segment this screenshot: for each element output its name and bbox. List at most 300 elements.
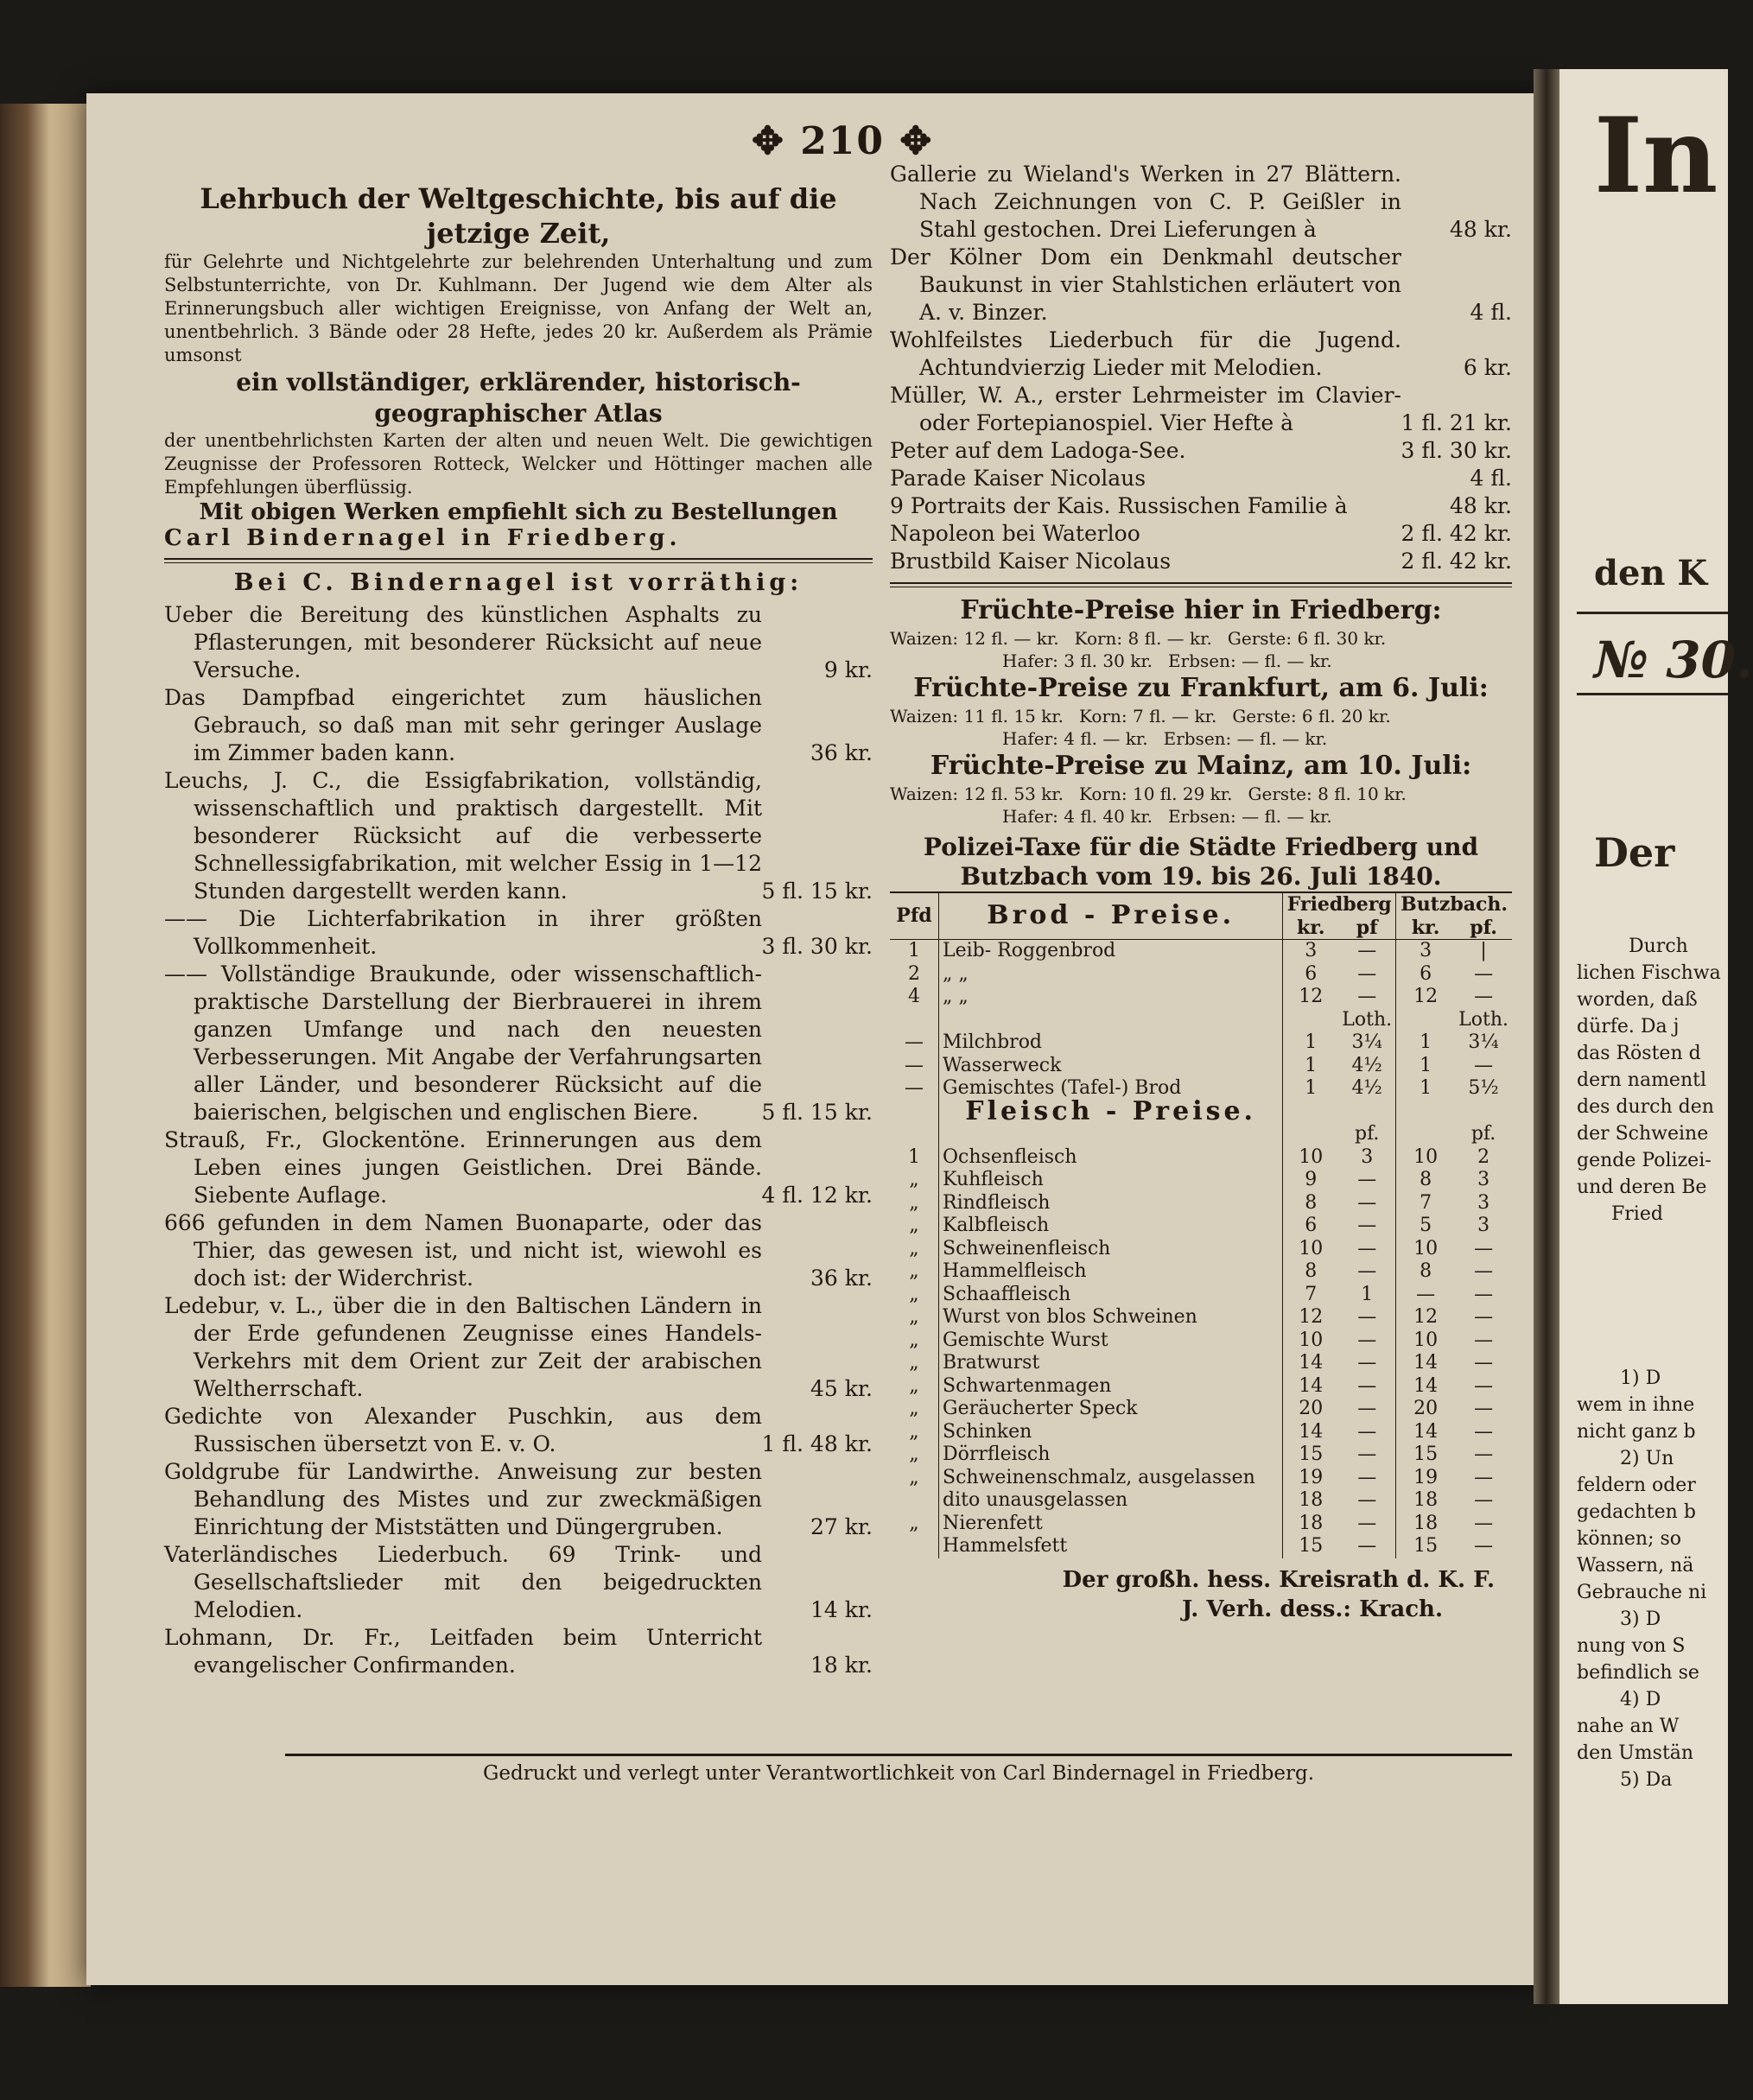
list-item [164,767,873,905]
list-item [890,327,1512,382]
book-page-edges [0,104,91,1987]
table-row [890,1260,1512,1284]
text-line: befindlich se [1577,1662,1699,1684]
entry-text: —— Vollständige Braukunde, oder wissenschaftlich-praktische Darstellung der Bierbrauerei in ihrem ganzen Umfange und nach den neuesten Verbesserungen. Mit Angabe der Verfahrungsarten aller Länder, und besonderer Rücksicht auf die baierischen, belgischen und englischen Biere. [164,961,762,1125]
entry-text: Napoleon bei Waterloo [890,521,1140,546]
entry-price: 45 kr. [810,1376,873,1401]
item-name-cell: Geräucherter Speck [939,1398,1283,1421]
table-row [890,1513,1512,1536]
table-row [890,1352,1512,1375]
entry-text: Parade Kaiser Nicolaus [890,466,1146,491]
list-item [164,1209,873,1292]
friedberg-pf-cell: — [1338,1398,1395,1421]
friedberg-kr-cell: 1 [1305,1054,1318,1076]
entry-text: Leuchs, J. C., die Essigfabrikation, vollständig, wissenschaftlich und praktisch dargestellt. Mit besonderer Rücksicht auf die verbesserte Schnellessigfabrikation, mit welcher Essig in 1—12 Stunden dargestellt werden kann. [164,768,762,904]
item-name-cell: Schweinenschmalz, ausgelassen [939,1467,1283,1490]
entry-price: 48 kr. [1449,493,1512,518]
qty-cell: — [890,1055,939,1078]
item-name-cell: Ochsenfleisch [939,1146,1283,1170]
friedberg-kr-cell: 6 [1305,1215,1318,1236]
table-row [890,1443,1512,1467]
friedberg-kr-cell: 6 [1305,962,1318,985]
col-pf: pf. [1470,916,1497,939]
qty-cell: — [890,1031,939,1055]
friedberg-kr-cell: 18 [1299,1489,1324,1511]
grain-price-title: Früchte-Preise zu Mainz, am 10. Juli: [930,751,1472,781]
page-number [752,119,933,163]
text-line: feldern oder [1577,1475,1696,1496]
text-line: wem in ihne [1577,1394,1695,1416]
table-row [890,1535,1512,1558]
qty-cell: „ [890,1169,939,1192]
item-name-cell: Leib- Roggenbrod [939,940,1283,963]
unit-label: pf. [1338,1123,1395,1146]
entry-price: 48 kr. [1449,217,1512,242]
friedberg-pf-cell: — [1338,1306,1395,1329]
butzbach-kr-cell: — [1416,1283,1436,1305]
friedberg-kr-cell: 12 [1299,1306,1324,1328]
butzbach-kr-cell: 7 [1420,1191,1432,1214]
butzbach-pf-cell: — [1474,1260,1494,1282]
item-name-cell: „ „ [939,963,1283,987]
butzbach-kr-cell: 10 [1413,1329,1439,1351]
list-item [890,520,1512,548]
footer-rule [285,1754,1512,1756]
price-item: Hafer: 3 fl. 30 kr. [1002,650,1153,671]
friedberg-pf-cell: 3¼ [1338,1031,1395,1055]
loth-unit-row [890,1009,1512,1032]
page-number-value: 210 [800,119,886,163]
order-line: Mit obigen Werken empfiehlt sich zu Bestellungen [199,499,838,525]
friedberg-pf-cell: 4½ [1338,1055,1395,1078]
butzbach-kr-cell: 3 [1396,940,1456,963]
entry-text: —— Die Lichterfabrikation in ihrer größten Vollkommenheit. [164,906,762,959]
price-item: Erbsen: — fl. — kr. [1168,806,1332,827]
publisher-name: Carl Bindernagel in Friedberg. [164,525,682,551]
entry-text: Peter auf dem Ladoga-See. [890,438,1186,463]
item-name-cell: Schinken [939,1421,1283,1444]
rule [1577,612,1728,614]
fleisch-heading: Fleisch - Preise. [939,1101,1283,1124]
table-row [890,1467,1512,1490]
lehrbuch-description: für Gelehrte und Nichtgelehrte zur belehrenden Unterhaltung und zum Selbstunterrichte, von Dr. Kuhlmann. Der Jugend wie dem Alter als Erinnerungsbuch aller wichtigen Ereignisse, von Anfang der Welt an, unentbehrlich. 3 Bände oder 28 Hefte, jedes 20 kr. Außerdem als Prämie umsonst [164,251,873,365]
friedberg-pf-cell: — [1338,1329,1395,1353]
entry-text: Das Dampfbad eingerichtet zum häuslichen Gebrauch, so daß man mit sehr geringer Auslage im Zimmer baden kann. [164,685,762,765]
friedberg-pf-cell: 3 [1338,1146,1395,1170]
qty-cell: „ [890,1284,939,1307]
text-line: 3) D [1620,1608,1661,1630]
item-name-cell: Gemischtes (Tafel-) Brod [939,1077,1283,1101]
friedberg-pf-cell: — [1338,1467,1395,1490]
text-line: gende Polizei- [1577,1150,1712,1171]
table-row [890,1031,1512,1055]
price-item: Gerste: 8 fl. 10 kr. [1248,784,1407,804]
butzbach-kr-cell: 18 [1413,1489,1439,1511]
price-item: Waizen: 12 fl. 53 kr. [890,784,1064,804]
entry-text: Wohlfeilstes Liederbuch für die Jugend. Achtundvierzig Lieder mit Melodien. [890,327,1401,380]
table-row [890,1146,1512,1170]
friedberg-pf-cell: — [1338,1215,1395,1238]
butzbach-kr-cell: 1 [1420,1054,1432,1076]
text-line: der Schweine [1577,1123,1709,1145]
friedberg-kr-cell: 18 [1299,1512,1324,1534]
col-kr: kr. [1411,916,1440,939]
friedberg-pf-cell: — [1338,1535,1395,1558]
item-name-cell: Kuhfleisch [939,1169,1283,1192]
friedberg-kr-cell: 14 [1299,1352,1324,1374]
qty-cell: „ [890,1513,939,1536]
friedberg-kr-cell: 10 [1299,1237,1324,1259]
friedberg-pf-cell: 1 [1338,1284,1395,1307]
lehrbuch-title: Lehrbuch der Weltgeschichte, bis auf die jetzige Zeit, [200,182,837,250]
list-item [164,684,873,767]
butzbach-kr-cell: 19 [1413,1466,1439,1488]
butzbach-pf-cell: 3 [1477,1191,1490,1214]
entry-price: 1 fl. 48 kr. [761,1431,873,1456]
masthead-initial: In [1594,95,1718,217]
entry-text: Ledebur, v. L., über die in den Baltischen Ländern in der Erde gefundenen Zeugnisse eines Handels-Verkehrs mit dem Orient zur Zeit der arabischen Weltherrschaft. [164,1293,762,1401]
text-line: 5) Da [1620,1769,1673,1791]
list-item [164,1126,873,1209]
text-line: Fried [1611,1203,1663,1225]
friedberg-kr-cell: 10 [1299,1329,1324,1351]
list-item [890,437,1512,465]
col-pfd: Pfd [890,892,939,940]
friedberg-kr-cell: 14 [1299,1374,1324,1397]
entry-price: 14 kr. [810,1597,873,1622]
text-line: nung von S [1577,1635,1686,1657]
rule [1577,693,1728,695]
ornament-right-icon: ✥ [885,119,934,163]
left-column [164,181,873,1679]
list-item [890,244,1512,327]
brod-heading: Brod - Preise. [939,892,1283,940]
table-row [890,1192,1512,1215]
butzbach-kr-cell: 6 [1420,962,1432,985]
col-kr: kr. [1297,916,1325,939]
table-row [890,1375,1512,1399]
price-item: Waizen: 12 fl. — kr. [890,628,1059,649]
butzbach-header: Butzbach. [1396,892,1512,917]
item-name-cell: Wasserweck [939,1055,1283,1078]
friedberg-kr-cell: 19 [1299,1466,1324,1488]
entry-price: 2 fl. 42 kr. [1400,549,1512,574]
text-line: dern namentl [1577,1069,1706,1091]
friedberg-kr-cell: 20 [1299,1398,1324,1419]
butzbach-kr-cell: 14 [1413,1374,1439,1397]
grain-price-line [890,627,1512,650]
list-item [890,161,1512,244]
butzbach-kr-cell: 10 [1413,1237,1439,1259]
friedberg-pf-cell: — [1338,1260,1395,1284]
entry-price: 27 kr. [810,1514,873,1539]
item-name-cell: Schaaffleisch [939,1284,1283,1307]
entry-text: Vaterländisches Liederbuch. 69 Trink- und Gesellschaftslieder mit den beigedruckten Melodien. [164,1542,762,1622]
signature-kreisrath: Der großh. hess. Kreisrath d. K. F. [1062,1566,1495,1593]
qty-cell: 1 [890,1146,939,1170]
butzbach-pf-cell: — [1474,1374,1494,1397]
item-name-cell: Kalbfleisch [939,1215,1283,1238]
item-name-cell: Milchbrod [939,1031,1283,1055]
text-line: worden, daß [1577,989,1698,1011]
table-header-row [890,892,1512,917]
table-row [890,1055,1512,1078]
butzbach-pf-cell: — [1474,1352,1494,1374]
page-211-partial [1559,69,1753,2004]
masthead-fragment: den K [1594,553,1708,593]
entry-price: 18 kr. [810,1653,873,1678]
list-item [164,1458,873,1541]
friedberg-pf-cell: — [1338,1513,1395,1536]
price-item: Gerste: 6 fl. 30 kr. [1227,628,1387,649]
entry-text: Goldgrube für Landwirthe. Anweisung zur besten Behandlung des Mistes und zur zweckmäßigen Einrichtung der Miststätten und Düngergruben. [164,1459,762,1539]
entry-text: 666 gefunden in dem Namen Buonaparte, oder das Thier, das gewesen ist, und nicht ist, wiewohl es doch ist: der Widerchrist. [164,1210,762,1291]
butzbach-kr-cell: 1 [1420,1077,1432,1099]
table-row [890,1306,1512,1329]
butzbach-kr-cell: 1 [1420,1031,1432,1053]
qty-cell: „ [890,1421,939,1444]
entry-price: 3 fl. 30 kr. [1400,438,1512,463]
qty-cell: „ [890,1260,939,1284]
price-item: Hafer: 4 fl. 40 kr. [1002,806,1153,827]
list-item [164,905,873,961]
text-line: 1) D [1620,1367,1661,1389]
next-page-text-1 [1577,933,1721,1228]
entry-text: Der Kölner Dom ein Denkmahl deutscher Baukunst in vier Stahlstichen erläutert von A. v. Binzer. [890,244,1401,325]
butzbach-pf-cell: — [1474,1443,1494,1465]
text-line: 4) D [1620,1689,1661,1710]
entry-price: 3 fl. 30 kr. [761,934,873,959]
butzbach-pf-cell: — [1474,1535,1494,1557]
butzbach-pf-cell: — [1474,1306,1494,1328]
list-item [890,382,1512,437]
entry-text: Lohmann, Dr. Fr., Leitfaden beim Unterricht evangelischer Confirmanden. [164,1625,762,1678]
qty-cell: „ [890,1443,939,1467]
friedberg-kr-cell: 7 [1305,1283,1318,1305]
entry-text: Ueber die Bereitung des künstlichen Asphalts zu Pflasterungen, mit besonderer Rücksicht auf neue Versuche. [164,602,762,682]
ornament-left-icon: ✥ [752,119,801,163]
butzbach-pf-cell: 2 [1477,1145,1490,1168]
entry-price: 9 kr. [823,657,873,682]
entry-price: 36 kr. [810,1266,873,1291]
butzbach-pf-cell: — [1474,1420,1494,1443]
text-line: lichen Fischwa [1577,962,1721,984]
item-name-cell: „ „ [939,986,1283,1009]
qty-cell: „ [890,1192,939,1215]
butzbach-pf-cell: 3 [1477,1215,1490,1236]
grain-price-title: Früchte-Preise zu Frankfurt, am 6. Juli: [913,673,1489,703]
atlas-description: der unentbehrlichsten Karten der alten und neuen Welt. Die gewichtigen Zeugnisse der Professoren Rotteck, Welcker und Höttinger machen alle Empfehlungen überflüssig. [164,430,873,498]
butzbach-kr-cell: 18 [1413,1512,1439,1534]
butzbach-pf-cell: — [1474,1466,1494,1488]
table-row [890,940,1512,963]
book-gutter [1534,69,1559,2004]
butzbach-kr-cell: 12 [1413,1306,1439,1328]
butzbach-kr-cell: 15 [1413,1443,1439,1465]
entry-price: 36 kr. [810,740,873,765]
price-item: Hafer: 4 fl. — kr. [1002,728,1148,749]
text-line: gedachten b [1577,1501,1696,1523]
item-name-cell: Schweinenfleisch [939,1238,1283,1261]
text-line: nahe an W [1577,1716,1680,1737]
qty-cell: 4 [890,986,939,1009]
friedberg-pf-cell: — [1338,1352,1395,1375]
item-name-cell: Wurst von blos Schweinen [939,1306,1283,1329]
price-item: Korn: 8 fl. — kr. [1074,628,1212,649]
entry-price: 4 fl. [1470,300,1512,325]
right-column [890,161,1512,1624]
stock-heading: Bei C. Bindernagel ist vorräthig: [233,569,803,596]
friedberg-pf-cell: — [1338,986,1395,1009]
butzbach-pf-cell: 5½ [1468,1077,1499,1099]
friedberg-pf-cell: — [1338,1238,1395,1261]
double-rule [164,558,873,563]
price-item: Erbsen: — fl. — kr. [1168,650,1332,671]
butzbach-pf-cell: | [1455,940,1512,963]
item-name-cell: Hammelsfett [939,1535,1283,1558]
imprint-footer: Gedruckt und verlegt unter Verantwortlichkeit von Carl Bindernagel in Friedberg. [482,1762,1315,1785]
price-item: Erbsen: — fl. — kr. [1163,728,1328,749]
butzbach-pf-cell: — [1474,1489,1494,1511]
entry-text: Gallerie zu Wieland's Werken in 27 Blättern. Nach Zeichnungen von C. P. Geißler in Stahl gestochen. Drei Lieferungen à [890,162,1401,242]
friedberg-kr-cell: 14 [1299,1420,1324,1443]
friedberg-pf-cell: — [1338,1169,1395,1192]
unit-label: Loth. [1458,1008,1508,1031]
list-item [164,961,873,1126]
butzbach-kr-cell: 15 [1413,1535,1439,1557]
entry-text: Brustbild Kaiser Nicolaus [890,549,1172,574]
entry-price: 5 fl. 15 kr. [761,1100,873,1125]
polizei-taxe-title: Polizei-Taxe für die Städte Friedberg und Butzbach vom 19. bis 26. Juli 1840. [923,833,1479,891]
text-line: Gebrauche ni [1577,1582,1707,1603]
atlas-title: ein vollständiger, erklärender, historisch-geographischer Atlas [236,368,801,428]
butzbach-pf-cell: — [1474,986,1494,1007]
price-item: Korn: 10 fl. 29 kr. [1079,784,1233,804]
qty-cell: „ [890,1306,939,1329]
entry-text: Müller, W. A., erster Lehrmeister im Clavier- oder Fortepianospiel. Vier Hefte à [890,383,1401,435]
table-row [890,1215,1512,1238]
qty-cell: — [890,1077,939,1101]
item-name-cell: Bratwurst [939,1352,1283,1375]
text-line: dürfe. Da j [1577,1016,1680,1037]
friedberg-kr-cell: 9 [1305,1169,1318,1190]
list-item [164,1541,873,1624]
butzbach-kr-cell: 8 [1420,1260,1432,1282]
qty-cell: „ [890,1215,939,1238]
list-item [164,1292,873,1403]
text-line: nicht ganz b [1577,1421,1696,1443]
butzbach-kr-cell: 5 [1420,1215,1432,1236]
butzbach-pf-cell: — [1474,1512,1494,1534]
price-item: Gerste: 6 fl. 20 kr. [1232,706,1391,726]
entry-price: 2 fl. 42 kr. [1400,521,1512,546]
item-name-cell: Rindfleisch [939,1192,1283,1215]
signature-krach: J. Verh. dess.: Krach. [1181,1596,1443,1622]
grain-price-line [890,705,1512,727]
list-item [890,465,1512,492]
issue-number: № 30. [1594,631,1753,689]
table-row [890,1421,1512,1444]
friedberg-kr-cell: 15 [1299,1443,1324,1465]
qty-cell [890,1535,939,1558]
qty-cell: „ [890,1329,939,1353]
friedberg-header: Friedberg [1283,892,1396,917]
qty-cell [890,1489,939,1513]
text-line: Wassern, nä [1577,1555,1694,1577]
item-name-cell: Dörrfleisch [939,1443,1283,1467]
fleisch-heading-row [890,1101,1512,1124]
col-pf: pf [1338,917,1395,940]
friedberg-kr-cell: 12 [1299,986,1324,1007]
qty-cell: 1 [890,940,939,963]
list-item [890,548,1512,575]
grain-price-line [890,727,1512,750]
item-name-cell: Hammelfleisch [939,1260,1283,1284]
butzbach-pf-cell: — [1474,1054,1494,1076]
text-line: den Umstän [1577,1742,1694,1764]
item-name-cell: dito unausgelassen [939,1489,1283,1513]
friedberg-pf-cell: — [1338,1421,1395,1444]
butzbach-pf-cell: 3 [1477,1169,1490,1190]
price-table [890,891,1512,1558]
section-heading: Der [1594,829,1675,876]
friedberg-kr-cell: 1 [1305,1077,1318,1099]
butzbach-pf-cell: — [1474,1237,1494,1259]
list-item [164,1624,873,1679]
table-row [890,963,1512,987]
text-line: und deren Be [1577,1177,1707,1198]
friedberg-pf-cell: — [1338,1375,1395,1399]
qty-cell: 2 [890,963,939,987]
qty-cell: „ [890,1467,939,1490]
text-line: können; so [1577,1528,1682,1550]
butzbach-kr-cell: 12 [1413,986,1439,1007]
butzbach-pf-cell: — [1474,1398,1494,1419]
friedberg-pf-cell: — [1338,940,1395,963]
butzbach-pf-cell: — [1474,1329,1494,1351]
unit-label: Loth. [1338,1009,1395,1032]
butzbach-pf-cell: 3¼ [1468,1031,1499,1053]
entry-text: Gedichte von Alexander Puschkin, aus dem Russischen übersetzt von E. v. O. [164,1404,762,1456]
qty-cell: „ [890,1398,939,1421]
item-name-cell: Schwartenmagen [939,1375,1283,1399]
unit-label: pf. [1470,1123,1496,1145]
friedberg-kr-cell: 1 [1305,1031,1318,1053]
entry-price: 6 kr. [1463,355,1512,380]
friedberg-kr-cell: 15 [1299,1535,1324,1557]
friedberg-kr-cell: 10 [1299,1145,1324,1168]
price-item: Waizen: 11 fl. 15 kr. [890,706,1064,726]
butzbach-kr-cell: 20 [1413,1398,1439,1419]
grain-price-title: Früchte-Preise hier in Friedberg: [960,595,1442,625]
text-line: Durch [1629,936,1688,957]
table-row [890,1169,1512,1192]
entry-price: 5 fl. 15 kr. [761,879,873,904]
double-rule [890,582,1512,587]
table-row [890,1398,1512,1421]
friedberg-pf-cell: — [1338,1443,1395,1467]
entry-price: 4 fl. [1470,466,1512,491]
qty-cell: „ [890,1352,939,1375]
friedberg-kr-cell: 8 [1305,1191,1318,1214]
friedberg-kr-cell: 3 [1283,940,1339,963]
grain-price-line [890,805,1512,828]
pf-unit-row [890,1123,1512,1146]
table-row [890,986,1512,1009]
grain-price-line [890,650,1512,672]
grain-price-line [890,783,1512,805]
text-line: das Rösten d [1577,1043,1701,1064]
